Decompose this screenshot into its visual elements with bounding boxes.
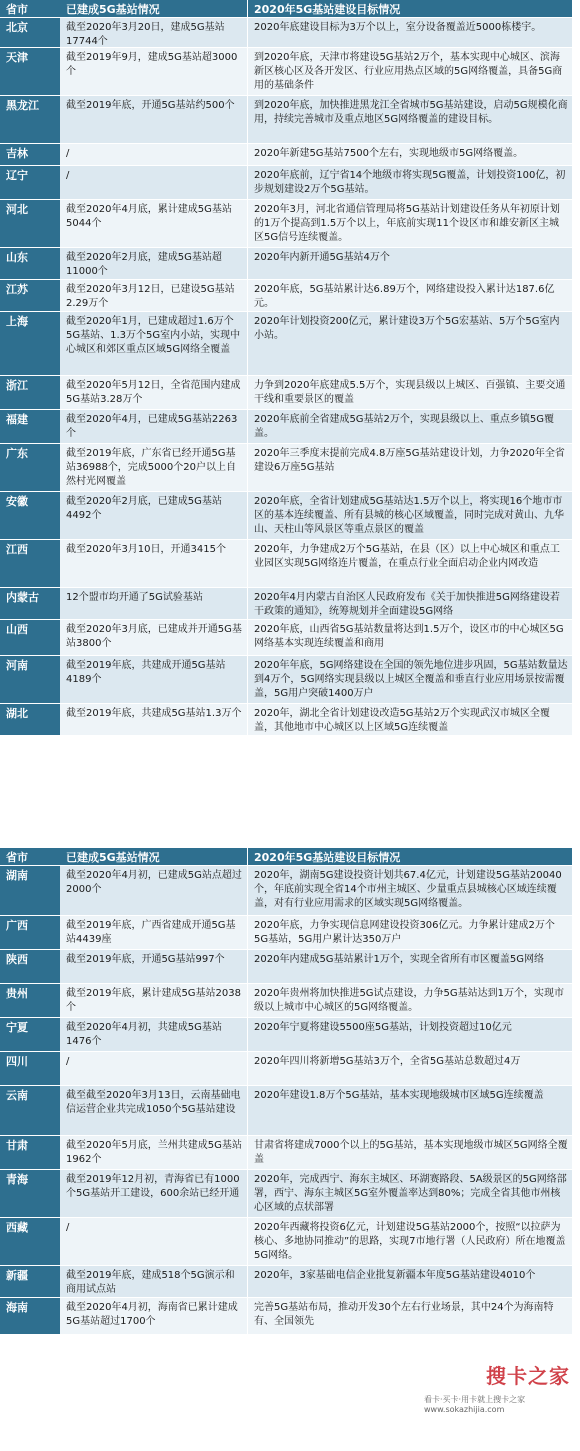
target-cell: 2020年3月，河北省通信管理局将5G基站计划建设任务从年初原计划的1万个提高到1.5万个以上，年底前实现11个设区市和雄安新区主城区5G信号连续覆盖。 xyxy=(248,200,572,247)
header-row xyxy=(0,0,572,18)
built-cell: 截至截至2020年3月13日，云南基础电信运营企业共完成1050个5G基站建设 xyxy=(60,1086,248,1135)
table-row xyxy=(0,18,572,48)
built-cell: 截至2019年12月初，青海省已有1000个5G基站开工建设，600余站已经开通 xyxy=(60,1170,248,1217)
province-cell: 湖南 xyxy=(0,866,60,915)
table-row xyxy=(0,492,572,540)
target-cell: 2020年四川将新增5G基站3万个，全省5G基站总数超过4万 xyxy=(248,1052,572,1085)
province-cell: 河南 xyxy=(0,656,60,703)
watermark-sub: 看卡·买卡·用卡就上搜卡之家 www.sokazhijia.com xyxy=(424,1395,526,1414)
built-cell: 截至2019年底，建成518个5G演示和商用试点站 xyxy=(60,1266,248,1297)
target-cell: 2020年，湖北全省计划建设改造5G基站2万个实现武汉市城区全覆盖，其他地市中心城区以上区域5G连续覆盖 xyxy=(248,704,572,735)
built-cell: / xyxy=(60,166,248,199)
target-cell: 2020年宁夏将建设5500座5G基站，计划投资超过10亿元 xyxy=(248,1018,572,1051)
target-cell: 2020年底建设目标为3万个以上，室分设备覆盖近5000栋楼宇。 xyxy=(248,18,572,47)
province-cell: 辽宁 xyxy=(0,166,60,199)
built-cell: / xyxy=(60,1052,248,1085)
province-cell: 河北 xyxy=(0,200,60,247)
table-row xyxy=(0,984,572,1018)
table-row xyxy=(0,620,572,656)
target-cell: 2020年，3家基础电信企业批复新疆本年度5G基站建设4010个 xyxy=(248,1266,572,1297)
header-target: 2020年5G基站建设目标情况 xyxy=(248,848,572,865)
table-row xyxy=(0,1136,572,1170)
province-cell: 宁夏 xyxy=(0,1018,60,1051)
built-cell: 截至2019年底，广西省建成开通5G基站4439座 xyxy=(60,916,248,949)
table-row xyxy=(0,312,572,376)
target-cell: 2020年新建5G基站7500个左右，实现地级市5G网络覆盖。 xyxy=(248,144,572,165)
target-cell: 2020年内建成5G基站累计1万个，实现全省所有市区覆盖5G网络 xyxy=(248,950,572,983)
target-cell: 2020年三季度末提前完成4.8万座5G基站建设计划，力争2020年全省建设6万座5G基站 xyxy=(248,444,572,491)
table-row xyxy=(0,96,572,144)
province-cell: 新疆 xyxy=(0,1266,60,1297)
table-row xyxy=(0,48,572,96)
header-row xyxy=(0,848,572,866)
province-cell: 广西 xyxy=(0,916,60,949)
table-row xyxy=(0,1298,572,1335)
table-row xyxy=(0,280,572,312)
target-cell: 到2020年底，加快推进黑龙江全省城市5G基站建设，启动5G规模化商用，持续完善城市及重点地区5G网络覆盖的建设目标。 xyxy=(248,96,572,143)
built-cell: 截至2019年底，开通5G基站约500个 xyxy=(60,96,248,143)
built-cell: 截至2020年2月底，已建成5G基站4492个 xyxy=(60,492,248,539)
built-cell: 截至2020年3月12日，已建设5G基站2.29万个 xyxy=(60,280,248,311)
province-cell: 广东 xyxy=(0,444,60,491)
table-row xyxy=(0,1170,572,1218)
target-cell: 甘肃省将建成7000个以上的5G基站，基本实现地级市城区5G网络全覆盖 xyxy=(248,1136,572,1169)
province-cell: 云南 xyxy=(0,1086,60,1135)
target-cell: 2020年年底，5G网络建设在全国的领先地位进步巩固，5G基站数量达到4万个，5G网络实现县级以上城区全覆盖和垂直行业应用场景按需覆盖，5G用户突破1400万户 xyxy=(248,656,572,703)
province-cell: 江苏 xyxy=(0,280,60,311)
target-cell: 2020年内新开通5G基站4万个 xyxy=(248,248,572,279)
header-built: 已建成5G基站情况 xyxy=(60,0,248,17)
province-cell: 福建 xyxy=(0,410,60,443)
province-cell: 西藏 xyxy=(0,1218,60,1265)
target-cell: 到2020年底，天津市将建设5G基站2万个，基本实现中心城区、滨海新区核心区及各开发区、行业应用热点区域的5G网络覆盖，具备5G商用的基础条件 xyxy=(248,48,572,95)
table-row xyxy=(0,588,572,620)
built-cell: 截至2019年底，共建成开通5G基站4189个 xyxy=(60,656,248,703)
table-row xyxy=(0,200,572,248)
built-cell: 截至2019年底，共建成5G基站1.3万个 xyxy=(60,704,248,735)
built-cell: 截至2020年3月20日，建成5G基站17744个 xyxy=(60,18,248,47)
table-row xyxy=(0,950,572,984)
table-row xyxy=(0,166,572,200)
target-cell: 2020年，力争建成2万个5G基站，在县（区）以上中心城区和重点工业园区实现5G网络连片覆盖，在重点行业全面启动企业内网改造 xyxy=(248,540,572,587)
table-row xyxy=(0,540,572,588)
province-cell: 陕西 xyxy=(0,950,60,983)
target-cell: 2020年4月内蒙古自治区人民政府发布《关于加快推进5G网络建设若干政策的通知》，统筹规划并全面建设5G网络 xyxy=(248,588,572,619)
target-cell: 完善5G基站布局，推动开发30个左右行业场景，其中24个为海南特有、全国领先 xyxy=(248,1298,572,1334)
target-cell: 2020年底，力争实现信息网建设投资306亿元。力争累计建成2万个5G基站，5G用户累计达350万户 xyxy=(248,916,572,949)
table-row xyxy=(0,1052,572,1086)
province-cell: 山西 xyxy=(0,620,60,655)
built-cell: 截至2020年5月底，兰州共建成5G基站1962个 xyxy=(60,1136,248,1169)
table-row xyxy=(0,248,572,280)
target-cell: 2020年计划投资200亿元，累计建设3万个5G宏基站、5万个5G室内小站。 xyxy=(248,312,572,375)
province-cell: 安徽 xyxy=(0,492,60,539)
built-cell: 截至2020年4月初，已建成5G站点超过2000个 xyxy=(60,866,248,915)
built-cell: / xyxy=(60,1218,248,1265)
built-cell: 截至2020年3月底，已建成并开通5G基站3800个 xyxy=(60,620,248,655)
target-cell: 2020年底前全省建成5G基站2万个，实现县级以上、重点乡镇5G覆盖。 xyxy=(248,410,572,443)
table-row xyxy=(0,1086,572,1136)
built-cell: 截至2019年底，开通5G基站997个 xyxy=(60,950,248,983)
province-cell: 山东 xyxy=(0,248,60,279)
province-cell: 内蒙古 xyxy=(0,588,60,619)
built-cell: 截至2020年4月底，累计建成5G基站5044个 xyxy=(60,200,248,247)
header-province: 省市 xyxy=(0,0,60,17)
province-cell: 吉林 xyxy=(0,144,60,165)
table-row xyxy=(0,444,572,492)
built-cell: 12个盟市均开通了5G试验基站 xyxy=(60,588,248,619)
header-province: 省市 xyxy=(0,848,60,865)
table-row xyxy=(0,1266,572,1298)
target-cell: 2020年底，全省计划建成5G基站达1.5万个以上，将实现16个地市市区的基本连续覆盖、所有县城的核心区域覆盖，同时完成对黄山、九华山、天柱山等风景区等重点景区的覆盖 xyxy=(248,492,572,539)
table-row xyxy=(0,656,572,704)
table-row xyxy=(0,410,572,444)
table-bottom xyxy=(0,848,572,1335)
table-row xyxy=(0,704,572,736)
province-cell: 江西 xyxy=(0,540,60,587)
province-cell: 天津 xyxy=(0,48,60,95)
table-row xyxy=(0,376,572,410)
built-cell: 截至2020年4月初，共建成5G基站1476个 xyxy=(60,1018,248,1051)
province-cell: 湖北 xyxy=(0,704,60,735)
table-row xyxy=(0,1218,572,1266)
built-cell: 截至2020年3月10日，开通3415个 xyxy=(60,540,248,587)
target-cell: 2020年西藏将投资6亿元，计划建设5G基站2000个，按照“以拉萨为核心、多地协同推动”的思路，实现7市地行署（人民政府）所在地覆盖5G网络。 xyxy=(248,1218,572,1265)
province-cell: 上海 xyxy=(0,312,60,375)
built-cell: / xyxy=(60,144,248,165)
province-cell: 四川 xyxy=(0,1052,60,1085)
header-built: 已建成5G基站情况 xyxy=(60,848,248,865)
province-cell: 黑龙江 xyxy=(0,96,60,143)
province-cell: 青海 xyxy=(0,1170,60,1217)
target-cell: 2020年底，山西省5G基站数量将达到1.5万个，设区市的中心城区5G网络基本实现连续覆盖和商用 xyxy=(248,620,572,655)
built-cell: 截至2020年5月12日，全省范围内建成5G基站3.28万个 xyxy=(60,376,248,409)
table-row xyxy=(0,1018,572,1052)
province-cell: 浙江 xyxy=(0,376,60,409)
watermark-logo xyxy=(424,1360,574,1440)
built-cell: 截至2019年9月，建成5G基站超3000个 xyxy=(60,48,248,95)
target-cell: 2020年建设1.8万个5G基站，基本实现地级城市区域5G连续覆盖 xyxy=(248,1086,572,1135)
target-cell: 2020年底，5G基站累计达6.89万个，网络建设投入累计达187.6亿元。 xyxy=(248,280,572,311)
table-row xyxy=(0,866,572,916)
target-cell: 力争到2020年底建成5.5万个，实现县级以上城区、百强镇、主要交通干线和重要景区的覆盖 xyxy=(248,376,572,409)
built-cell: 截至2020年2月底，建成5G基站超11000个 xyxy=(60,248,248,279)
province-cell: 北京 xyxy=(0,18,60,47)
built-cell: 截至2019年底，累计建成5G基站2038个 xyxy=(60,984,248,1017)
built-cell: 截至2020年4月，已建成5G基站2263个 xyxy=(60,410,248,443)
target-cell: 2020年，湖南5G建设投资计划共67.4亿元，计划建设5G基站20040个，年底前实现全省14个市州主城区、少量重点县城核心区域连续覆盖，对有行业应用需求的区域实现5G网络覆盖。 xyxy=(248,866,572,915)
built-cell: 截至2019年底，广东省已经开通5G基站36988个，完成5000个20户以上自然村光网覆盖 xyxy=(60,444,248,491)
province-cell: 甘肃 xyxy=(0,1136,60,1169)
target-cell: 2020年贵州将加快推进5G试点建设，力争5G基站达到1万个，实现市级以上城市中心城区的5G网络覆盖。 xyxy=(248,984,572,1017)
watermark-main: 搜卡之家 xyxy=(486,1364,570,1388)
province-cell: 海南 xyxy=(0,1298,60,1334)
target-cell: 2020年底前，辽宁省14个地级市将实现5G覆盖，计划投资100亿，初步规划建设2万个5G基站。 xyxy=(248,166,572,199)
built-cell: 截至2020年1月，已建成超过1.6万个5G基站、1.3万个5G室内小站，实现中心城区和郊区重点区域5G网络全覆盖 xyxy=(60,312,248,375)
section-gap xyxy=(0,826,580,848)
province-cell: 贵州 xyxy=(0,984,60,1017)
table-row xyxy=(0,144,572,166)
table-row xyxy=(0,916,572,950)
built-cell: 截至2020年4月初，海南省已累计建成5G基站超过1700个 xyxy=(60,1298,248,1334)
header-target: 2020年5G基站建设目标情况 xyxy=(248,0,572,17)
target-cell: 2020年，完成西宁、海东主城区、环湖赛路段、5A级景区的5G网络部署，西宁、海东主城区5G室外覆盖率达到80%；完成全省其他市州核心区域的点状部署 xyxy=(248,1170,572,1217)
